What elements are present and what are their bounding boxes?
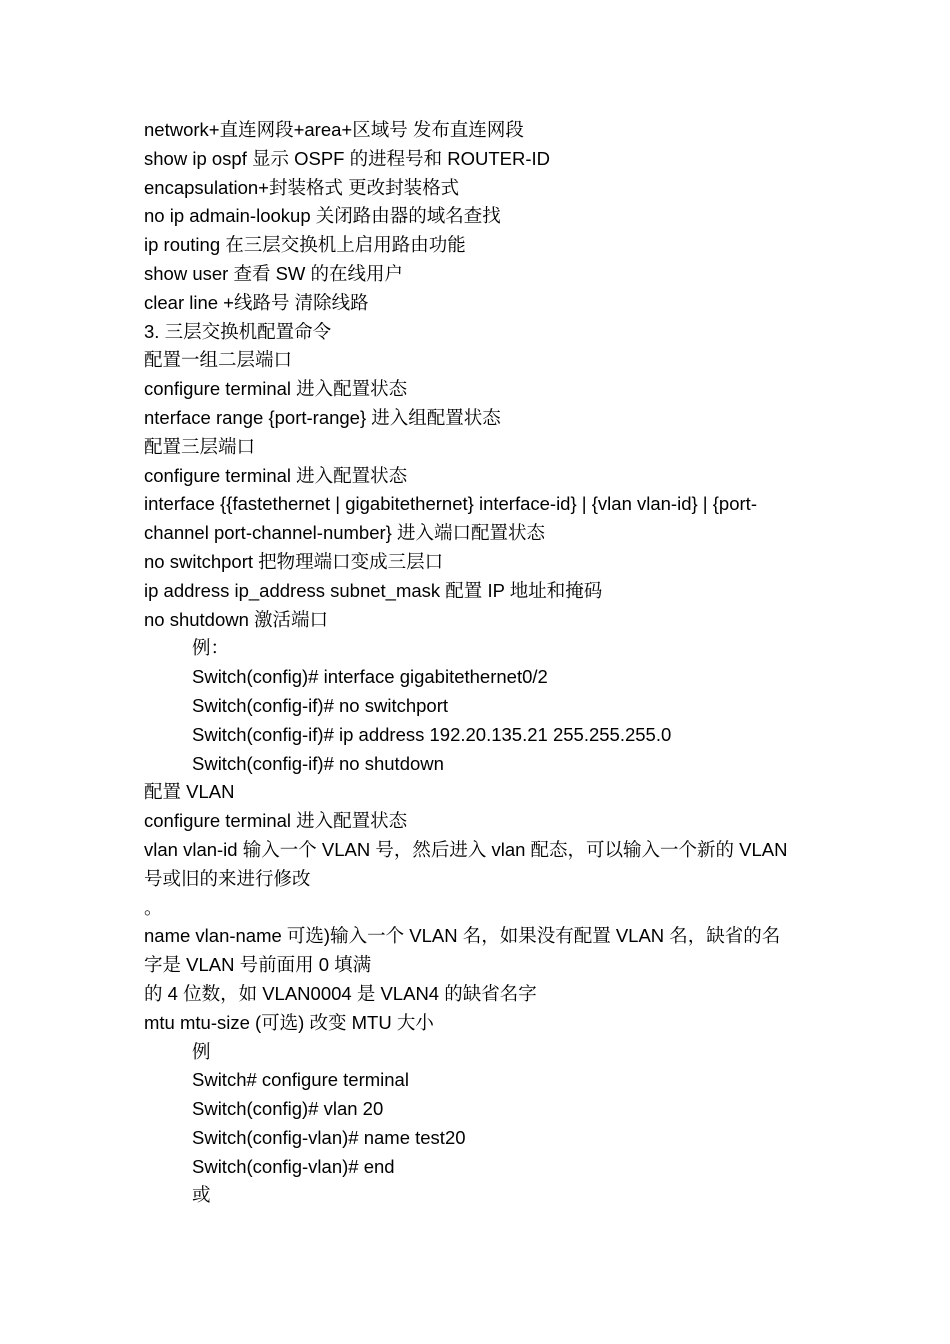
example-code-line: Switch(config)# interface gigabitethernet0/2 xyxy=(192,666,548,688)
document-body xyxy=(144,116,824,1210)
text-line-vlan-name: name vlan-name 可选)输入一个 VLAN 名，如果没有配置 VLAN 名，缺省的名 xyxy=(144,925,781,947)
example-code-line: Switch(config-vlan)# end xyxy=(192,1155,395,1177)
text-line-clear-line: clear line +线路号 清除线路 xyxy=(144,291,369,313)
text-line-no-ip-lookup: no ip admain-lookup 关闭路由器的域名查找 xyxy=(144,205,501,227)
text-line-ip-routing: ip routing 在三层交换机上启用路由功能 xyxy=(144,234,466,256)
text-line-show-user: show user 查看 SW 的在线用户 xyxy=(144,262,404,284)
text-line-vlan-id: vlan vlan-id 输入一个 VLAN 号，然后进入 vlan 配态，可以输入一个新的 VLAN xyxy=(144,838,788,860)
text-line-show-ip-ospf: show ip ospf 显示 OSPF 的进程号和 ROUTER-ID xyxy=(144,147,551,169)
text-line-period: 。 xyxy=(144,896,163,918)
example-code-line: Switch(config)# vlan 20 xyxy=(192,1098,384,1120)
text-line-no-shutdown: no shutdown 激活端口 xyxy=(144,608,329,630)
text-line-ip-address: ip address ip_address subnet_mask 配置 IP 地址和掩码 xyxy=(144,579,603,601)
text-line-vlan-name-cont2: 的 4 位数，如 VLAN0004 是 VLAN4 的缺省名字 xyxy=(144,982,537,1004)
text-line-configure-terminal: configure terminal 进入配置状态 xyxy=(144,464,408,486)
text-line-mtu: mtu mtu-size (可选) 改变 MTU 大小 xyxy=(144,1011,434,1033)
text-line-vlan-id-cont: 号或旧的来进行修改 xyxy=(144,867,311,889)
example-code-line: Switch(config-vlan)# name test20 xyxy=(192,1126,466,1148)
text-line-interface-syntax: interface {{fastethernet | gigabitethernet} interface-id} | {vlan vlan-id} | {port- xyxy=(144,493,757,515)
text-line-interface-syntax-cont: channel port-channel-number} 进入端口配置状态 xyxy=(144,522,545,544)
example-label: 例： xyxy=(192,637,230,659)
example-or-label: 或 xyxy=(192,1184,211,1206)
text-line-interface-range: nterface range {port-range} 进入组配置状态 xyxy=(144,406,501,428)
subheading-vlan: 配置 VLAN xyxy=(144,781,235,803)
example-code-line: Switch(config-if)# ip address 192.20.135.21 255.255.255.0 xyxy=(192,723,672,745)
example-code-line: Switch(config-if)# no shutdown xyxy=(192,752,444,774)
text-line-configure-terminal: configure terminal 进入配置状态 xyxy=(144,810,408,832)
text-line-configure-terminal: configure terminal 进入配置状态 xyxy=(144,378,408,400)
example-code-line: Switch(config-if)# no switchport xyxy=(192,694,449,716)
section-heading-l3-switch: 3. 三层交换机配置命令 xyxy=(144,320,332,342)
subheading-l3-ports: 配置三层端口 xyxy=(144,435,256,457)
text-line-no-switchport: no switchport 把物理端口变成三层口 xyxy=(144,550,444,572)
example-label: 例 xyxy=(192,1040,211,1062)
subheading-l2-ports: 配置一组二层端口 xyxy=(144,349,293,371)
text-line-vlan-name-cont: 字是 VLAN 号前面用 0 填满 xyxy=(144,954,372,976)
text-line-ospf-network: network+直连网段+area+区域号 发布直连网段 xyxy=(144,119,524,140)
example-code-line: Switch# configure terminal xyxy=(192,1069,409,1091)
text-line-encapsulation: encapsulation+封装格式 更改封装格式 xyxy=(144,176,460,198)
